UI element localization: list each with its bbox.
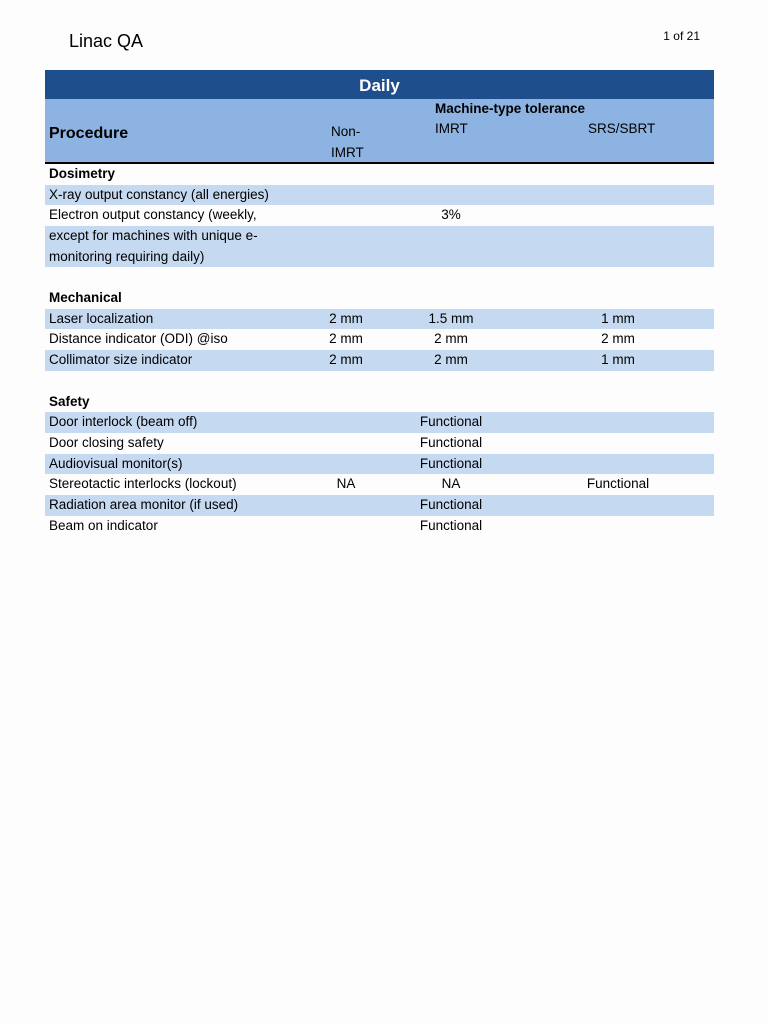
imrt-value: 3%	[441, 207, 461, 223]
table-header	[45, 99, 714, 164]
table-banner: Daily	[45, 70, 714, 99]
procedure-label: Stereotactic interlocks (lockout)	[49, 476, 237, 492]
column-header-imrt: IMRT	[435, 121, 468, 136]
srs-value: 2 mm	[601, 331, 635, 347]
procedure-label: Distance indicator (ODI) @iso	[49, 331, 228, 347]
procedure-label: Electron output constancy (weekly, except for machines with unique e-monitoring requiring daily)	[49, 207, 258, 264]
procedure-label: Audiovisual monitor(s)	[49, 455, 183, 471]
table-row	[45, 309, 714, 330]
srs-value: 1 mm	[601, 310, 635, 326]
procedure-label: Laser localization	[49, 310, 154, 326]
procedure-label: X-ray output constancy (all energies)	[49, 186, 269, 202]
non-imrt-value: 2 mm	[329, 310, 363, 326]
table-row	[45, 412, 714, 433]
srs-value: Functional	[586, 476, 650, 492]
column-header-srs-sbrt: SRS/SBRT	[588, 121, 656, 136]
table-row	[45, 516, 714, 537]
table-row	[45, 329, 714, 350]
imrt-value: Functional	[419, 496, 483, 512]
qa-table	[45, 70, 714, 536]
section-title: Mechanical	[49, 290, 122, 306]
table-row	[45, 495, 714, 516]
srs-value: 1 mm	[601, 352, 635, 368]
procedure-label: Collimator size indicator	[49, 352, 193, 368]
imrt-value: Functional	[419, 517, 483, 533]
procedure-label: Door interlock (beam off)	[49, 414, 198, 430]
imrt-value: 2 mm	[434, 352, 468, 368]
imrt-value: 2 mm	[434, 331, 468, 347]
non-imrt-value: 2 mm	[329, 331, 363, 347]
section-title: Safety	[49, 393, 90, 409]
table-row	[45, 205, 714, 267]
page-number: 1 of 21	[663, 29, 700, 43]
table-row	[45, 474, 714, 495]
non-imrt-value: 2 mm	[329, 352, 363, 368]
section-row	[45, 164, 714, 185]
table-row	[45, 185, 714, 206]
table-row	[45, 350, 714, 371]
tolerance-header: Machine-type tolerance	[435, 101, 586, 116]
table-row	[45, 454, 714, 475]
procedure-label: Beam on indicator	[49, 517, 158, 533]
procedure-label: Radiation area monitor (if used)	[49, 496, 239, 512]
column-header-non-imrt: Non-IMRT	[331, 124, 364, 160]
table-row	[45, 433, 714, 454]
imrt-value: 1.5 mm	[428, 310, 474, 326]
section-row	[45, 392, 714, 413]
imrt-value: Functional	[419, 455, 483, 471]
procedure-header: Procedure	[49, 125, 129, 142]
imrt-value: Functional	[419, 414, 483, 430]
page-title: Linac QA	[69, 31, 144, 51]
procedure-label: Door closing safety	[49, 434, 164, 450]
imrt-value: NA	[441, 476, 461, 492]
section-title: Dosimetry	[49, 166, 116, 181]
imrt-value: Functional	[419, 434, 483, 450]
section-row	[45, 288, 714, 309]
non-imrt-value: NA	[336, 476, 356, 492]
